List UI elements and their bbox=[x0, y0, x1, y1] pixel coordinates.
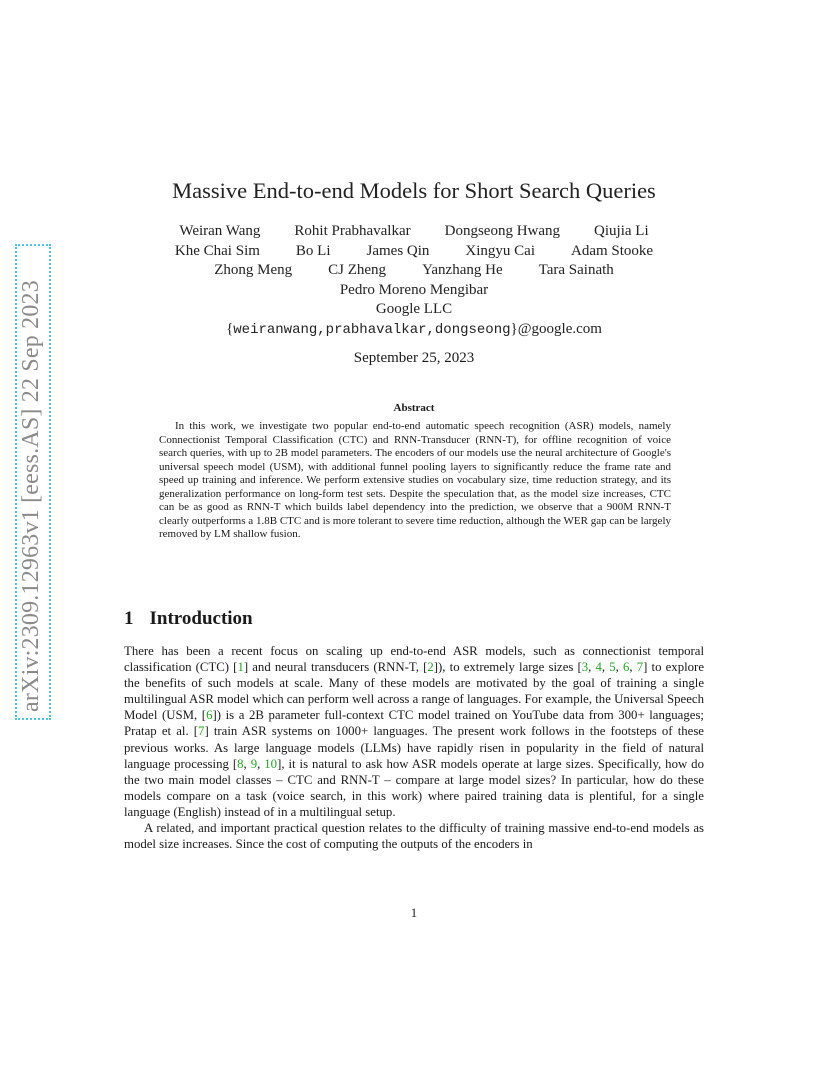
text-run: , bbox=[601, 660, 610, 675]
text-run: There has been a recent focus on scaling up end-to-end ASR models, such as connectionist temporal classification (CTC) [ bbox=[124, 644, 704, 675]
author-name: Dongseong Hwang bbox=[444, 223, 561, 239]
intro-paragraph-1 bbox=[124, 643, 704, 820]
intro-body bbox=[124, 643, 704, 852]
author-name: Weiran Wang bbox=[179, 223, 261, 239]
intro-paragraph-2: A related, and important practical question relates to the difficulty of training massive end-to-end models as model size increases. Since the cost of computing the outputs of the encoders in bbox=[124, 821, 704, 852]
text-run: , bbox=[615, 660, 623, 675]
text-run: ] train ASR systems on 1000+ languages. The present work follows in the footsteps of these previous works. As large language models (LLMs) have rapidly risen in popularity in the field of natural language processing [ bbox=[124, 724, 704, 771]
author-name: Qiujia Li bbox=[594, 223, 649, 239]
section-heading bbox=[124, 608, 253, 630]
author-name: Rohit Prabhavalkar bbox=[294, 223, 411, 239]
citation-link[interactable]: 1 bbox=[237, 660, 244, 675]
citation-link[interactable]: 9 bbox=[250, 756, 258, 771]
text-run: , bbox=[243, 756, 251, 771]
citation-link[interactable]: 2 bbox=[427, 660, 434, 675]
author-block bbox=[0, 222, 828, 339]
affiliation: Google LLC bbox=[375, 301, 453, 317]
citation-link[interactable]: 10 bbox=[264, 756, 278, 771]
text-run: , bbox=[257, 756, 265, 771]
author-name: James Qin bbox=[366, 242, 430, 259]
author-row-3 bbox=[0, 261, 828, 281]
author-name: CJ Zheng bbox=[328, 262, 387, 278]
author-name: Bo Li bbox=[295, 242, 331, 259]
arxiv-stamp-text: arXiv:2309.12963v1 [eess.AS] 22 Sep 2023 bbox=[18, 280, 44, 712]
author-name: Adam Stooke bbox=[571, 242, 654, 259]
section-title: Introduction bbox=[149, 608, 253, 629]
citation-link[interactable]: 5 bbox=[609, 660, 616, 675]
text-run: , bbox=[629, 660, 637, 675]
text-run: ] to explore the benefits of such models at scale. Many of these models are motivated by the goal of training a single multilingual ASR model which can perform well across a range of languages. For example, the Universal Speech Model (USM, [ bbox=[124, 660, 705, 723]
paper-date: September 25, 2023 bbox=[353, 350, 475, 366]
author-row-1 bbox=[0, 222, 828, 242]
citation-link[interactable]: 7 bbox=[198, 724, 205, 739]
email-domain: @google.com bbox=[517, 320, 602, 337]
author-email bbox=[0, 320, 828, 340]
abstract-text: In this work, we investigate two popular end-to-end automatic speech recognition (ASR) models, namely Connectionist Temporal Classification (CTC) and RNN-Transducer (RNN-T), for offline recognition of voice search queries, with up to 2B model parameters. The encoders of our models use the neural architecture of Google's universal speech model (USM), with additional funnel pooling layers to significantly reduce the frame rate and speed up training and inference. We perform extensive studies on vocabulary size, time reduction strategy, and its generalization performance on long-form test sets. Despite the speculation that, as the model size increases, CTC can be as good as RNN-T which builds label dependency into the prediction, we observe that a 900M RNN-T clearly outperforms a 1.8B CTC and is more tolerant to severe time reduction, although the WER gap can be largely removed by LM shallow fusion. bbox=[159, 420, 671, 540]
author-name: Xingyu Cai bbox=[465, 242, 536, 259]
author-row-2 bbox=[0, 242, 828, 262]
text-run: , bbox=[588, 660, 596, 675]
text-run: ]), to extremely large sizes [ bbox=[433, 660, 582, 675]
page-number: 1 bbox=[410, 906, 418, 920]
section-number: 1 bbox=[124, 608, 134, 629]
text-run: ]) is a 2B parameter full-context CTC model trained on YouTube data from 300+ languages; Pratap et al. [ bbox=[124, 708, 704, 739]
text-run: ] and neural transducers (RNN-T, [ bbox=[243, 660, 428, 675]
author-name: Zhong Meng bbox=[214, 262, 293, 278]
email-brace-close: } bbox=[510, 320, 518, 337]
author-name: Yanzhang He bbox=[422, 262, 503, 278]
text-run: ], it is natural to ask how ASR models operate at large sizes. Specifically, how do the two main model classes – CTC and RNN-T – compare at large model sizes? In particular, how do these models compare on a task (voice search, in this work) where paired training data is plentiful, for a single language (English) instead of in a multilingual setup. bbox=[124, 756, 704, 819]
email-usernames: weiranwang,prabhavalkar,dongseong bbox=[233, 321, 511, 338]
email-brace-open: { bbox=[226, 320, 234, 337]
citation-link[interactable]: 3 bbox=[581, 660, 589, 675]
author-row-4: Pedro Moreno Mengibar bbox=[339, 281, 489, 298]
citation-link[interactable]: 6 bbox=[623, 660, 630, 675]
citation-link[interactable]: 8 bbox=[237, 756, 244, 771]
abstract-heading: Abstract bbox=[393, 402, 435, 414]
citation-link[interactable]: 4 bbox=[595, 660, 602, 675]
author-name: Khe Chai Sim bbox=[174, 242, 260, 259]
paper-title: Massive End-to-end Models for Short Search Queries bbox=[172, 178, 656, 203]
citation-link[interactable]: 6 bbox=[206, 708, 213, 723]
citation-link[interactable]: 7 bbox=[636, 660, 644, 675]
author-name: Tara Sainath bbox=[538, 262, 614, 278]
